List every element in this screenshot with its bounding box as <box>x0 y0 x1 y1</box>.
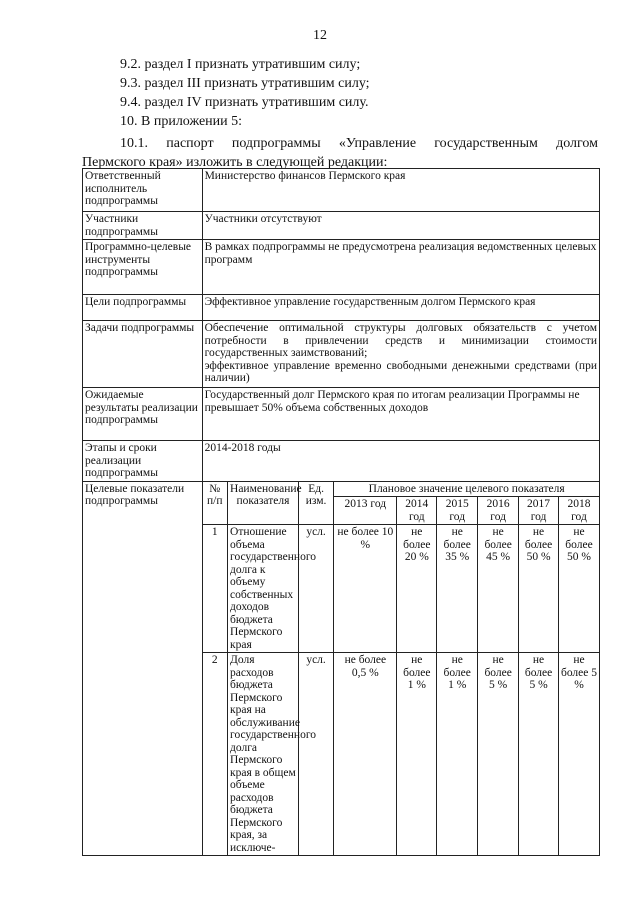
passport-row-goals <box>83 295 600 321</box>
row-label: Задачи подпрограммы <box>83 321 203 388</box>
indicator-value: не более 5 % <box>519 653 559 856</box>
task-1: Обеспечение оптимальной структуры долговых обязательств с учетом потребности в привлечении средств и минимизации стоимости государственных заимствований; <box>204 322 597 359</box>
item-9-4: 9.4. раздел IV признать утратившим силу. <box>120 95 369 110</box>
indicator-value: не более 35 % <box>437 525 478 653</box>
indicator-value: не более 50 % <box>558 525 599 653</box>
indicator-value: не более 5 % <box>478 653 519 856</box>
row-value: Министерство финансов Пермского края <box>202 169 599 212</box>
col-plan-header: Плановое значение целевого показателя <box>334 481 600 497</box>
indicator-value: не более 20 % <box>397 525 437 653</box>
passport-row-results <box>83 388 600 441</box>
row-value: Участники отсутствуют <box>202 212 599 240</box>
indicator-name: Доля расходов бюджета Пермского края на обслуживание государственного долга Пермского края в общем объеме расходов бюджета Пермского края, за исключе- <box>228 653 299 856</box>
passport-row-tasks <box>83 321 600 388</box>
page-number: 12 <box>313 28 327 43</box>
item-10: 10. В приложении 5: <box>120 114 243 129</box>
passport-row-participants <box>83 212 600 240</box>
item-9-3: 9.3. раздел III признать утратившим силу; <box>120 76 370 91</box>
indicator-unit: усл. <box>298 525 333 653</box>
year-header: 2016 год <box>478 497 519 525</box>
indicator-value: не более 1 % <box>397 653 437 856</box>
indicator-value: не более 50 % <box>519 525 559 653</box>
year-header: 2015 год <box>437 497 478 525</box>
targets-header-row <box>83 481 600 497</box>
row-label: Цели подпрограммы <box>83 295 203 321</box>
targets-label: Целевые показатели подпрограммы <box>83 481 203 856</box>
intro-line-2: Пермского края» изложить в следующей редакции: <box>82 155 388 170</box>
item-9-2: 9.2. раздел I признать утратившим силу; <box>120 57 361 72</box>
row-value: 2014-2018 годы <box>202 441 599 482</box>
row-label: Этапы и сроки реализации подпрограммы <box>83 441 203 482</box>
indicator-num: 1 <box>202 525 227 653</box>
year-header: 2017 год <box>519 497 559 525</box>
row-label: Ответственный исполнитель подпрограммы <box>83 169 203 212</box>
row-value: В рамках подпрограммы не предусмотрена реализация ведомственных целевых программ <box>202 240 599 295</box>
intro-line-1: 10.1. паспорт подпрограммы «Управление государственным долгом <box>120 136 598 151</box>
intro-paragraph <box>82 134 598 172</box>
indicator-unit: усл. <box>298 653 333 856</box>
col-unit-header: Ед. изм. <box>298 481 333 525</box>
subprogram-passport-table <box>82 168 600 856</box>
passport-row-stages <box>83 441 600 482</box>
passport-row-executor <box>83 169 600 212</box>
col-num-header: № п/п <box>202 481 227 525</box>
year-header: 2014 год <box>397 497 437 525</box>
indicator-value: не более 10 % <box>334 525 397 653</box>
row-label: Участники подпрограммы <box>83 212 203 240</box>
col-name-header: Наименование показателя <box>228 481 299 525</box>
indicator-value: не более 0,5 % <box>334 653 397 856</box>
indicator-num: 2 <box>202 653 227 856</box>
row-label: Программно-целевые инструменты подпрограммы <box>83 240 203 295</box>
indicator-name: Отношение объема государственного долга к объему собственных доходов бюджета Пермского края <box>228 525 299 653</box>
indicator-value: не более 1 % <box>437 653 478 856</box>
indicator-value: не более 5 % <box>558 653 599 856</box>
row-value: Государственный долг Пермского края по итогам реализации Программы не превышает 50% объема собственных доходов <box>202 388 599 441</box>
row-value <box>202 321 599 388</box>
row-label: Ожидаемые результаты реализации подпрограммы <box>83 388 203 441</box>
indicator-value: не более 45 % <box>478 525 519 653</box>
year-header: 2013 год <box>334 497 397 525</box>
passport-row-instruments <box>83 240 600 295</box>
year-header: 2018 год <box>558 497 599 525</box>
task-2: эффективное управление временно свободными денежными средствами (при наличии) <box>204 359 597 384</box>
row-value: Эффективное управление государственным долгом Пермского края <box>202 295 599 321</box>
